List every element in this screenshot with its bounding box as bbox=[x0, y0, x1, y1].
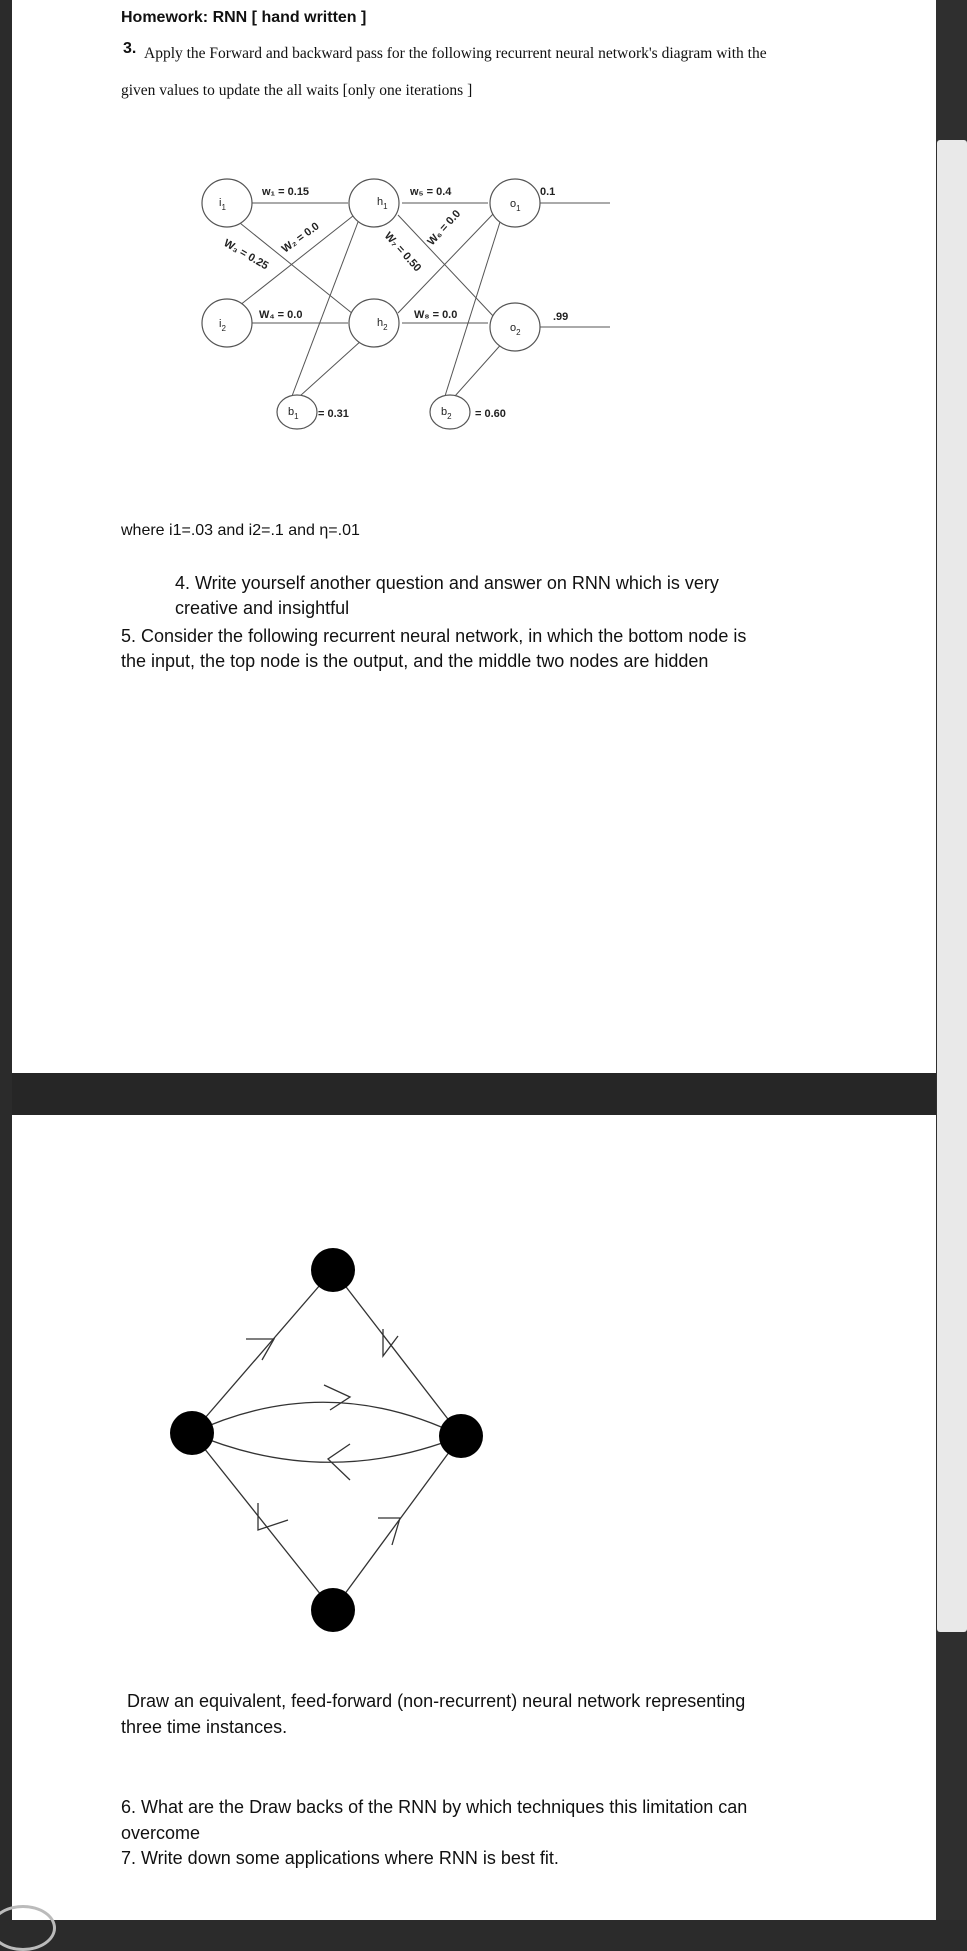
bias-b1-value: = 0.31 bbox=[318, 408, 349, 420]
node-h1 bbox=[349, 179, 399, 227]
node-o1-label: $o_1$ bbox=[510, 198, 521, 213]
node-b1-label: $b_1$ bbox=[288, 406, 299, 421]
node-i2-label: $i_2$ bbox=[219, 318, 226, 333]
weight-w3: W₃ = 0.25 bbox=[221, 237, 271, 273]
given-values-text: where i1=.03 and i2=.1 and η=.01 bbox=[121, 522, 360, 539]
neural-network-diagram bbox=[0, 0, 967, 440]
question-7: 7. Write down some applications where RNN is best fit. bbox=[121, 1848, 559, 1868]
homework-title: Homework: RNN [ hand written ] bbox=[121, 9, 367, 26]
page-separator bbox=[12, 1073, 936, 1115]
weight-w7: W₇ = 0.50 bbox=[381, 229, 424, 275]
corner-decoration bbox=[0, 1905, 56, 1951]
edge-b2-o2 bbox=[455, 340, 505, 396]
question-3-line-1: Apply the Forward and backward pass for the following recurrent neural network's diagram with the bbox=[144, 45, 767, 62]
node-o2-label: $o_2$ bbox=[510, 322, 521, 337]
weight-w8: W₈ = 0.0 bbox=[414, 309, 458, 321]
question-3-line-2: given values to update the all waits [only one iterations ] bbox=[121, 82, 473, 99]
weight-w2: W₂ = 0.0 bbox=[279, 220, 322, 256]
node-i2 bbox=[202, 299, 252, 347]
weight-w6: W₆ = 0.0 bbox=[425, 207, 464, 249]
question-4-line-1: 4. Write yourself another question and answer on RNN which is very bbox=[175, 573, 719, 593]
edge-i1-h2 bbox=[230, 215, 358, 318]
question-5-line-1: 5. Consider the following recurrent neural network, in which the bottom node is bbox=[121, 626, 747, 646]
question-5-line-2: the input, the top node is the output, and the middle two nodes are hidden bbox=[121, 651, 709, 671]
question-4-line-2: creative and insightful bbox=[175, 598, 350, 618]
node-h2 bbox=[349, 299, 399, 347]
edge-b1-h2 bbox=[300, 340, 362, 396]
target-o2: .99 bbox=[553, 311, 569, 323]
node-i1 bbox=[202, 179, 252, 227]
weight-w5: w₅ = 0.4 bbox=[410, 186, 452, 198]
node-h2-label: $h_2$ bbox=[377, 317, 388, 332]
draw-instruction-line-2: three time instances. bbox=[121, 1717, 288, 1737]
target-o1: 0.1 bbox=[540, 186, 556, 198]
question-6-line-2: overcome bbox=[121, 1823, 201, 1843]
draw-instruction-line-1: Draw an equivalent, feed-forward (non-recurrent) neural network representing bbox=[127, 1691, 746, 1711]
question-6-line-1: 6. What are the Draw backs of the RNN by which techniques this limitation can bbox=[121, 1797, 748, 1817]
weight-w4: W₄ = 0.0 bbox=[259, 309, 303, 321]
bias-b2-value: = 0.60 bbox=[475, 408, 506, 420]
weight-w1: w₁ = 0.15 bbox=[262, 186, 310, 198]
node-h1-label: $h_1$ bbox=[377, 196, 388, 211]
question-3-number: 3. bbox=[123, 40, 137, 57]
node-b2-label: $b_2$ bbox=[441, 406, 452, 421]
node-i1-label: $i_1$ bbox=[219, 197, 226, 212]
